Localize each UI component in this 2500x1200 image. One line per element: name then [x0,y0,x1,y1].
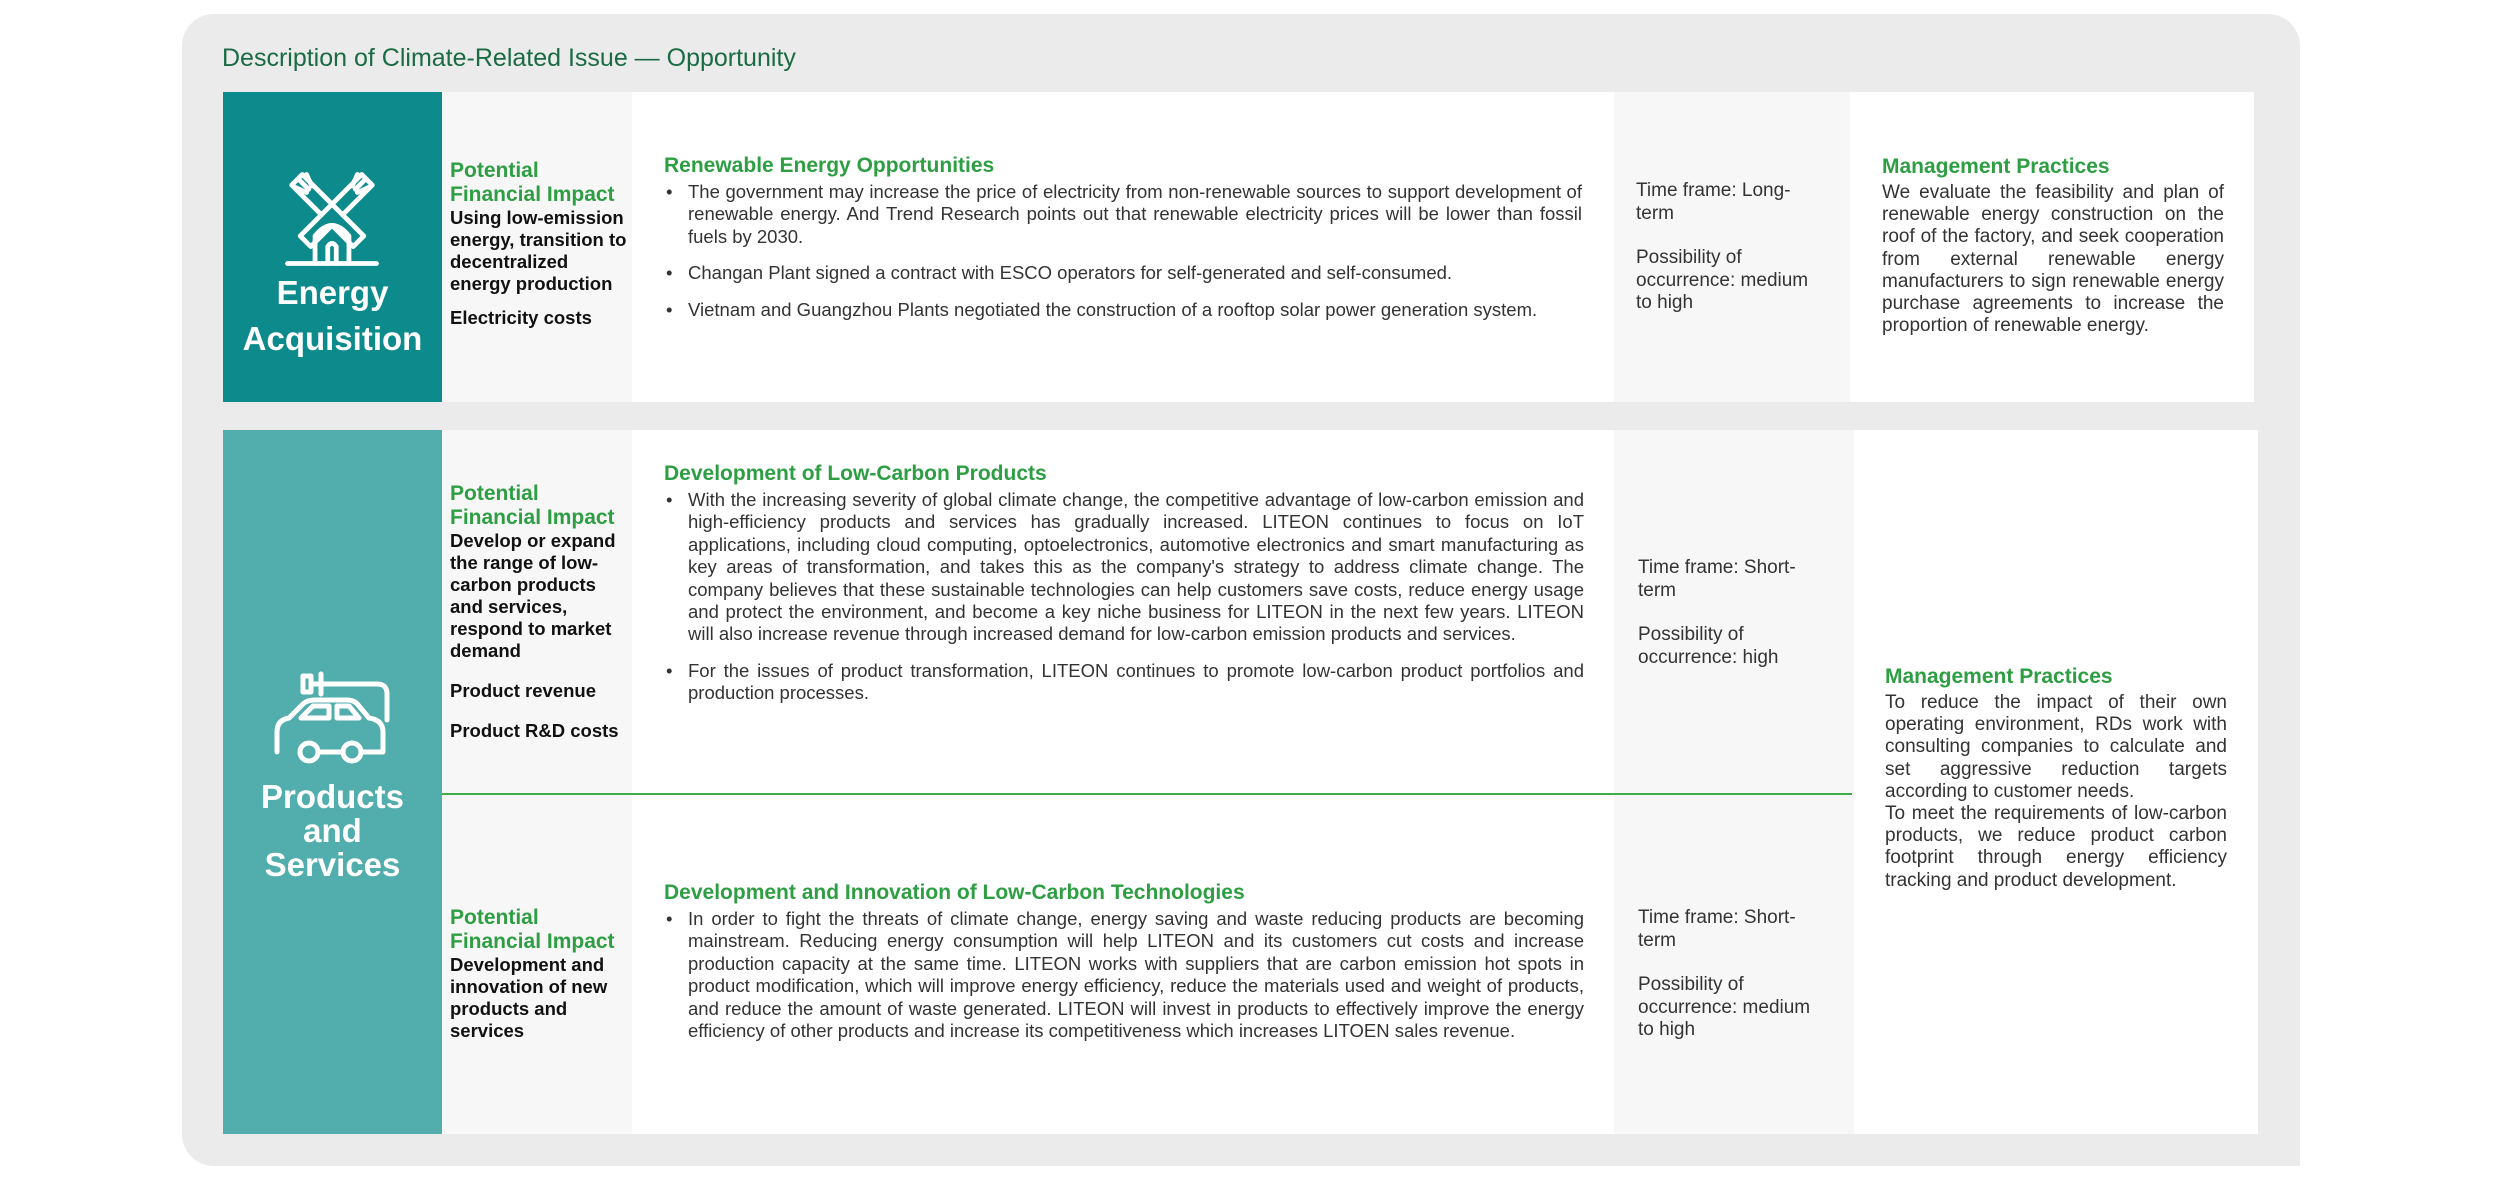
energy-pfi-title: Potential Financial Impact [450,159,615,206]
products-row1-impact-item2: Product R&D costs [450,720,619,741]
products-row2-timeframe-text: Time frame: Short-term [1638,907,1796,951]
products-row1-heading: Development of Low-Carbon Products [664,462,1047,485]
products-mgmt-text2: To meet the requirements of low-carbon products, we reduce product carbon footprint through energy efficiency tracking and product development. [1885,803,2227,891]
energy-bullet: • Changan Plant signed a contract with ESCO operators for self-generated and self-consumed. [664,262,1582,284]
products-row1-timeframe-text: Time frame: Short-term [1638,557,1796,601]
energy-impact-desc: Using low-emission energy, transition to decentralized energy production [450,207,627,294]
products-category-line2: and [303,812,362,849]
products-row1-pfi-title: Potential Financial Impact [450,482,615,529]
products-row2-bullet: • In order to fight the threats of climate change, energy saving and waste reducing products are becoming mainstream. Reducing energy consumption will help LITEON and its customers cut costs and increase production capacity at the same time. LITEON works with suppliers that are carbon emission hot spots in product modification, which will improve energy efficiency, reduce the materials used and weight of products, and reduce the amount of waste generated. LITEON will invest in products to effectively improve the energy efficiency of other products and increase its competitiveness which increases LITOEN sales revenue. [664,908,1584,1042]
energy-timeframe-text: Time frame: Long-term [1636,180,1791,224]
energy-bullet: • Vietnam and Guangzhou Plants negotiated the construction of a rooftop solar power generation system. [664,299,1582,321]
products-row2-timeframe [1638,907,1818,1064]
energy-timeframe [1636,180,1816,337]
products-category-line1: Products [260,778,405,815]
products-row2-heading: Development and Innovation of Low-Carbon Technologies [664,881,1245,904]
energy-category-line1: Energy [276,274,389,311]
products-row1-bullet: • With the increasing severity of global climate change, the competitive advantage of low-carbon emission and high-efficiency products and services has gradually increased. LITEON continues to focus on IoT applications, including cloud computing, optoelectronics, automotive electronics and smart manufacturing as key areas of transformation, and takes this as the company's strategy to address climate change. The company believes that these sustainable technologies can help customers save costs, reduce energy usage and protect the environment, and become a key niche business for LITEON in the next few years. LITEON will also increase revenue through increased demand for low-carbon emission products and services. [664,489,1584,646]
energy-description [664,153,1582,335]
energy-management [1882,154,2224,337]
products-row2-description [664,880,1584,1056]
products-row1-impact [450,482,630,742]
energy-category-cell [223,92,442,402]
electric-car-icon [271,668,395,764]
products-row1-impact-item1: Product revenue [450,680,596,701]
energy-bullet: • The government may increase the price of electricity from non-renewable sources to support development of renewable energy. And Trend Research points out that renewable electricity prices will be lower than fossil fuels by 2030. [664,181,1582,248]
energy-impact [450,159,630,329]
products-row1-bullet: • For the issues of product transformation, LITEON continues to promote low-carbon product portfolios and production processes. [664,660,1584,705]
products-row1-description [664,461,1584,719]
energy-impact-item: Electricity costs [450,307,592,328]
products-mgmt-heading: Management Practices [1885,665,2113,688]
products-row1-impact-desc: Develop or expand the range of low-carbon products and services, respond to market demand [450,530,616,661]
products-row2-impact-desc: Development and innovation of new products and services [450,954,608,1041]
products-management [1885,664,2227,892]
energy-mgmt-heading: Management Practices [1882,155,2110,178]
page-title: Description of Climate-Related Issue — Opportunity [222,44,796,72]
energy-category-line2: Acquisition [242,320,423,357]
energy-possibility-text: Possibility of occurrence: medium to high [1636,247,1809,313]
products-category-cell [223,430,442,1134]
products-row2-pfi-title: Potential Financial Impact [450,906,615,953]
row-divider [442,793,1852,795]
products-mgmt-text1: To reduce the impact of their own operating environment, RDs work with consulting companies to calculate and set aggressive reduction targets according to customer needs. [1885,692,2227,802]
products-row1-timeframe [1638,557,1818,691]
products-row1-possibility-text: Possibility of occurrence: high [1638,624,1779,668]
energy-mgmt-text: We evaluate the feasibility and plan of renewable energy construction on the roof of the factory, and seek cooperation from external renewable energy manufacturers to sign renewable energy purchase agreements to increase the proportion of renewable energy. [1882,182,2224,337]
energy-heading: Renewable Energy Opportunities [664,154,995,177]
products-category-line3: Services [264,846,401,883]
products-row2-impact [450,906,630,1042]
windmill-icon [279,166,385,272]
products-row2-possibility-text: Possibility of occurrence: medium to high [1638,974,1811,1040]
